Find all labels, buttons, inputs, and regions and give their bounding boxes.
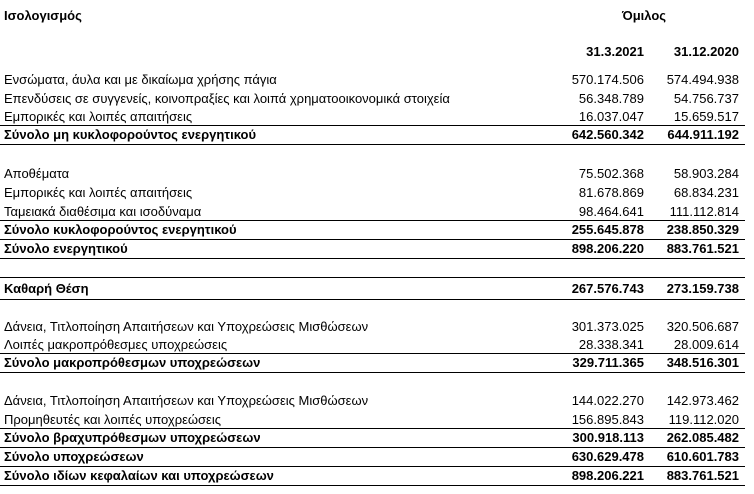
row-value-2020: 574.494.938 bbox=[666, 72, 739, 87]
row-value-2021: 144.022.270 bbox=[571, 393, 644, 408]
row-value-2021: 56.348.789 bbox=[578, 91, 644, 106]
rule-line bbox=[0, 485, 745, 486]
column-header-31-12-2020: 31.12.2020 bbox=[673, 44, 739, 59]
rule-line bbox=[0, 258, 745, 259]
total-label: Σύνολο υποχρεώσεων bbox=[4, 449, 144, 464]
subtotal-value-2021: 642.560.342 bbox=[571, 127, 644, 142]
rule-line bbox=[0, 372, 745, 373]
row-value-2021: 81.678.869 bbox=[578, 185, 644, 200]
row-value-2021: 570.174.506 bbox=[571, 72, 644, 87]
row-label: Εμπορικές και λοιπές απαιτήσεις bbox=[4, 109, 193, 124]
row-value-2021: 156.895.843 bbox=[571, 412, 644, 427]
rule-line bbox=[0, 144, 745, 145]
grand-total-label: Σύνολο ιδίων κεφαλαίων και υποχρεώσεων bbox=[4, 468, 274, 483]
subtotal-label: Σύνολο κυκλοφορούντος ενεργητικού bbox=[4, 222, 237, 237]
rule-line bbox=[0, 299, 745, 300]
row-label: Εμπορικές και λοιπές απαιτήσεις bbox=[4, 185, 193, 200]
rule-line bbox=[0, 239, 745, 240]
row-value-2020: 119.112.020 bbox=[668, 412, 739, 427]
row-value-2021: 301.373.025 bbox=[571, 319, 644, 334]
subtotal-label: Σύνολο μη κυκλοφορούντος ενεργητικού bbox=[4, 127, 257, 142]
rule-line bbox=[0, 353, 745, 354]
equity-label: Καθαρή Θέση bbox=[4, 281, 89, 296]
row-label: Δάνεια, Τιτλοποίηση Απαιτήσεων και Υποχρεώσεις Μισθώσεων bbox=[4, 393, 369, 408]
column-header-31-3-2021: 31.3.2021 bbox=[586, 44, 644, 59]
row-value-2020: 68.834.231 bbox=[673, 185, 739, 200]
row-value-2021: 75.502.368 bbox=[578, 166, 644, 181]
grand-total-value-2021: 898.206.221 bbox=[571, 468, 644, 483]
row-value-2021: 28.338.341 bbox=[578, 337, 644, 352]
equity-value-2020: 273.159.738 bbox=[666, 281, 739, 296]
row-value-2020: 15.659.517 bbox=[673, 109, 739, 124]
subtotal-value-2020: 238.850.329 bbox=[666, 222, 739, 237]
total-value-2020: 883.761.521 bbox=[666, 241, 739, 256]
subtotal-label: Σύνολο μακροπρόθεσμων υποχρεώσεων bbox=[4, 355, 261, 370]
row-value-2020: 58.903.284 bbox=[673, 166, 739, 181]
row-label: Δάνεια, Τιτλοποίηση Απαιτήσεων και Υποχρεώσεις Μισθώσεων bbox=[4, 319, 369, 334]
row-value-2020: 28.009.614 bbox=[673, 337, 739, 352]
total-value-2021: 898.206.220 bbox=[571, 241, 644, 256]
subtotal-value-2020: 644.911.192 bbox=[667, 127, 739, 142]
row-value-2020: 142.973.462 bbox=[666, 393, 739, 408]
row-value-2021: 16.037.047 bbox=[578, 109, 644, 124]
subtotal-label: Σύνολο βραχυπρόθεσμων υποχρεώσεων bbox=[4, 430, 261, 445]
rule-line bbox=[0, 428, 745, 429]
row-label: Ταμειακά διαθέσιμα και ισοδύναμα bbox=[4, 204, 202, 219]
table-title: Ισολογισμός bbox=[4, 8, 82, 23]
row-value-2020: 54.756.737 bbox=[673, 91, 739, 106]
total-value-2021: 630.629.478 bbox=[571, 449, 644, 464]
rule-line bbox=[0, 125, 745, 126]
row-label: Προμηθευτές και λοιπές υποχρεώσεις bbox=[4, 412, 222, 427]
row-label: Επενδύσεις σε συγγενείς, κοινοπραξίες και λοιπά χρηματοοικονομικά στοιχεία bbox=[4, 91, 450, 106]
subtotal-value-2020: 348.516.301 bbox=[666, 355, 739, 370]
subtotal-value-2021: 255.645.878 bbox=[571, 222, 644, 237]
grand-total-value-2020: 883.761.521 bbox=[666, 468, 739, 483]
subtotal-value-2021: 329.711.365 bbox=[572, 355, 644, 370]
equity-value-2021: 267.576.743 bbox=[571, 281, 644, 296]
row-value-2020: 111.112.814 bbox=[669, 204, 739, 219]
total-value-2020: 610.601.783 bbox=[666, 449, 739, 464]
subtotal-value-2020: 262.085.482 bbox=[666, 430, 739, 445]
row-label: Ενσώματα, άυλα και με δικαίωμα χρήσης πάγια bbox=[4, 72, 277, 87]
rule-line bbox=[0, 277, 745, 278]
row-value-2021: 98.464.641 bbox=[578, 204, 644, 219]
row-label: Λοιπές μακροπρόθεσμες υποχρεώσεις bbox=[4, 337, 228, 352]
rule-line bbox=[0, 466, 745, 467]
group-header: Όμιλος bbox=[622, 8, 667, 23]
row-label: Αποθέματα bbox=[4, 166, 70, 181]
subtotal-value-2021: 300.918.113 bbox=[572, 430, 644, 445]
rule-line bbox=[0, 220, 745, 221]
rule-line bbox=[0, 447, 745, 448]
row-value-2020: 320.506.687 bbox=[666, 319, 739, 334]
total-label: Σύνολο ενεργητικού bbox=[4, 241, 128, 256]
